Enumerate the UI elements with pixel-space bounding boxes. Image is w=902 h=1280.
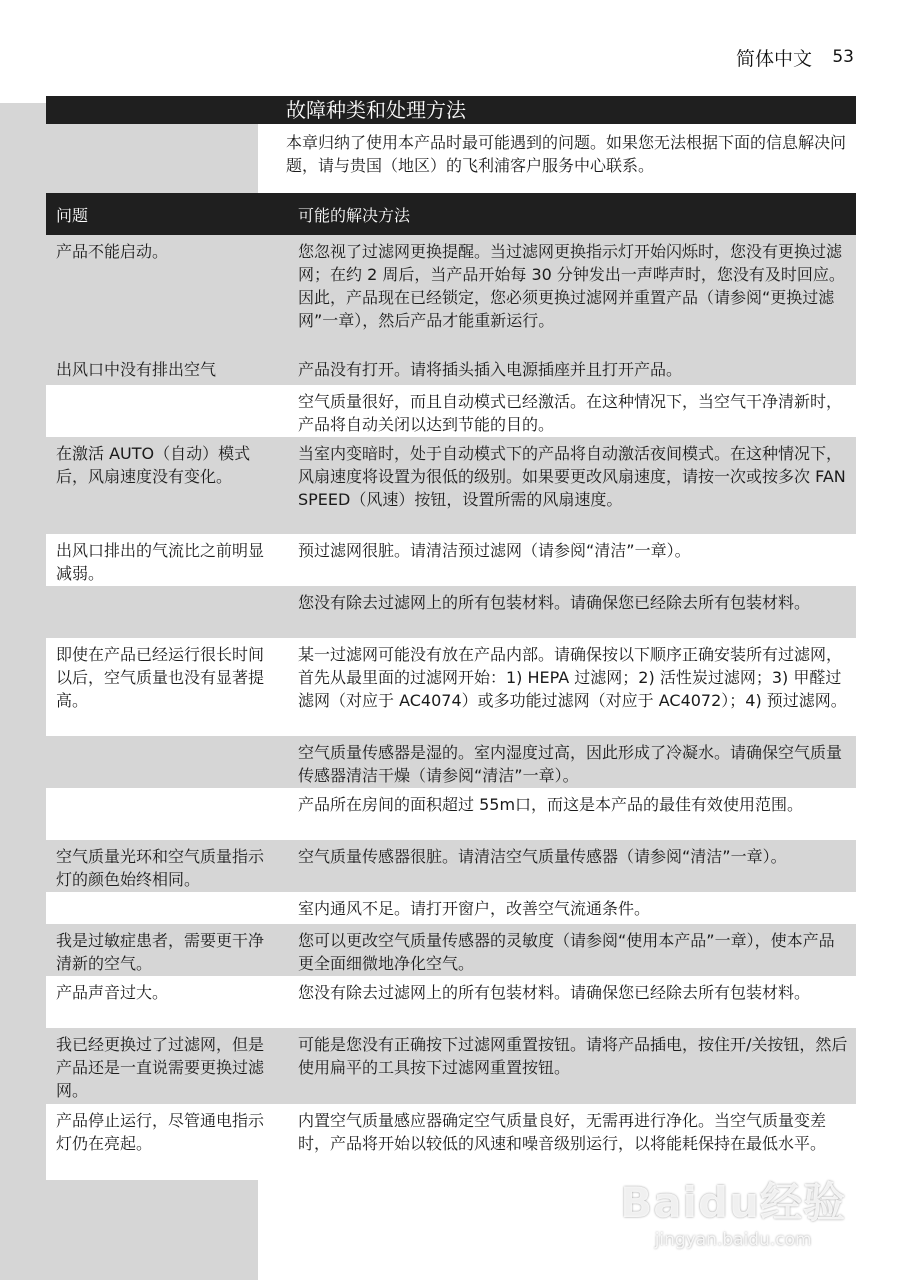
- table-row: [46, 1028, 856, 1104]
- problem-cell: 空气质量光环和空气质量指示灯的颜色始终相同。: [46, 840, 286, 892]
- baidu-watermark: [620, 1170, 846, 1250]
- problem-cell: [46, 385, 286, 437]
- table-row: [46, 976, 856, 1028]
- header-problem: 问题: [56, 206, 89, 225]
- table-row: [46, 788, 856, 840]
- table-row: [46, 586, 856, 638]
- troubleshooting-table: [46, 235, 856, 1180]
- solution-cell: 空气质量传感器很脏。请清洁空气质量传感器（请参阅“清洁”一章）。: [286, 840, 856, 892]
- section-title: 故障种类和处理方法: [286, 98, 466, 122]
- table-row: [46, 1104, 856, 1180]
- language-label: 简体中文: [735, 48, 812, 70]
- problem-cell: 即使在产品已经运行很长时间以后，空气质量也没有显著提高。: [46, 638, 286, 736]
- solution-cell: 室内通风不足。请打开窗户，改善空气流通条件。: [286, 892, 856, 924]
- problem-cell: 我已经更换过了过滤网，但是产品还是一直说需要更换过滤网。: [46, 1028, 286, 1104]
- table-row: [46, 534, 856, 586]
- table-row: [46, 385, 856, 437]
- solution-cell: 产品所在房间的面积超过 55m口，而这是本产品的最佳有效使用范围。: [286, 788, 856, 840]
- solution-cell: 可能是您没有正确按下过滤网重置按钮。请将产品插电，按住开/关按钮，然后使用扁平的工具按下过滤网重置按钮。: [286, 1028, 856, 1104]
- table-row: [46, 638, 856, 736]
- watermark-logo: Baidu经验: [620, 1178, 846, 1227]
- table-row: [46, 840, 856, 892]
- problem-cell: 产品声音过大。: [46, 976, 286, 1028]
- intro-block: [258, 128, 856, 193]
- table-row: [46, 437, 856, 534]
- solution-cell: 您没有除去过滤网上的所有包装材料。请确保您已经除去所有包装材料。: [286, 586, 856, 638]
- solution-cell: 空气质量传感器是湿的。室内湿度过高，因此形成了冷凝水。请确保空气质量传感器清洁干燥（请参阅“清洁”一章）。: [286, 736, 856, 788]
- problem-cell: [46, 586, 286, 638]
- section-title-bar: [46, 96, 856, 124]
- solution-cell: 内置空气质量感应器确定空气质量良好，无需再进行净化。当空气质量变差时，产品将开始以较低的风速和噪音级别运行，以将能耗保持在最低水平。: [286, 1104, 856, 1180]
- problem-cell: 出风口中没有排出空气: [46, 353, 286, 385]
- table-row: [46, 353, 856, 385]
- problem-cell: 产品停止运行，尽管通电指示灯仍在亮起。: [46, 1104, 286, 1180]
- problem-cell: 我是过敏症患者，需要更干净清新的空气。: [46, 924, 286, 976]
- solution-cell: 您可以更改空气质量传感器的灵敏度（请参阅“使用本产品”一章），使本产品更全面细微地净化空气。: [286, 924, 856, 976]
- table-row: [46, 235, 856, 353]
- problem-cell: [46, 736, 286, 788]
- solution-cell: 某一过滤网可能没有放在产品内部。请确保按以下顺序正确安装所有过滤网，首先从最里面的过滤网开始：1) HEPA 过滤网；2) 活性炭过滤网；3) 甲醛过滤网（对应于 AC4074）或多功能过滤网（对应于 AC4072）；4) 预过滤网。: [286, 638, 856, 736]
- problem-cell: 产品不能启动。: [46, 235, 286, 353]
- table-header: [46, 193, 856, 235]
- solution-cell: 预过滤网很脏。请清洁预过滤网（请参阅“清洁”一章）。: [286, 534, 856, 586]
- solution-cell: 产品没有打开。请将插头插入电源插座并且打开产品。: [286, 353, 856, 385]
- problem-cell: 出风口排出的气流比之前明显减弱。: [46, 534, 286, 586]
- table-row: [46, 924, 856, 976]
- table-row: [46, 736, 856, 788]
- problem-cell: 在激活 AUTO（自动）模式后，风扇速度没有变化。: [46, 437, 286, 534]
- page-number: 53: [832, 47, 854, 67]
- problem-cell: [46, 788, 286, 840]
- table-row: [46, 892, 856, 924]
- solution-cell: 当室内变暗时，处于自动模式下的产品将自动激活夜间模式。在这种情况下，风扇速度将设置为很低的级别。如果要更改风扇速度，请按一次或按多次 FAN SPEED（风速）按钮，设置所需的风扇速度。: [286, 437, 856, 534]
- header-solution: 可能的解决方法: [298, 206, 411, 225]
- watermark-url: jingyan.baidu.com: [654, 1230, 812, 1250]
- solution-cell: 您忽视了过滤网更换提醒。当过滤网更换指示灯开始闪烁时，您没有更换过滤网；在约 2 周后，当产品开始每 30 分钟发出一声哔声时，您没有及时回应。因此，产品现在已经锁定，您必须更换过滤网并重置产品（请参阅“更换过滤网”一章），然后产品才能重新运行。: [286, 235, 856, 353]
- solution-cell: 空气质量很好，而且自动模式已经激活。在这种情况下，当空气干净清新时，产品将自动关闭以达到节能的目的。: [286, 385, 856, 437]
- problem-cell: [46, 892, 286, 924]
- solution-cell: 您没有除去过滤网上的所有包装材料。请确保您已经除去所有包装材料。: [286, 976, 856, 1028]
- intro-text: 本章归纳了使用本产品时最可能遇到的问题。如果您无法根据下面的信息解决问题，请与贵国（地区）的飞利浦客户服务中心联系。: [286, 133, 847, 175]
